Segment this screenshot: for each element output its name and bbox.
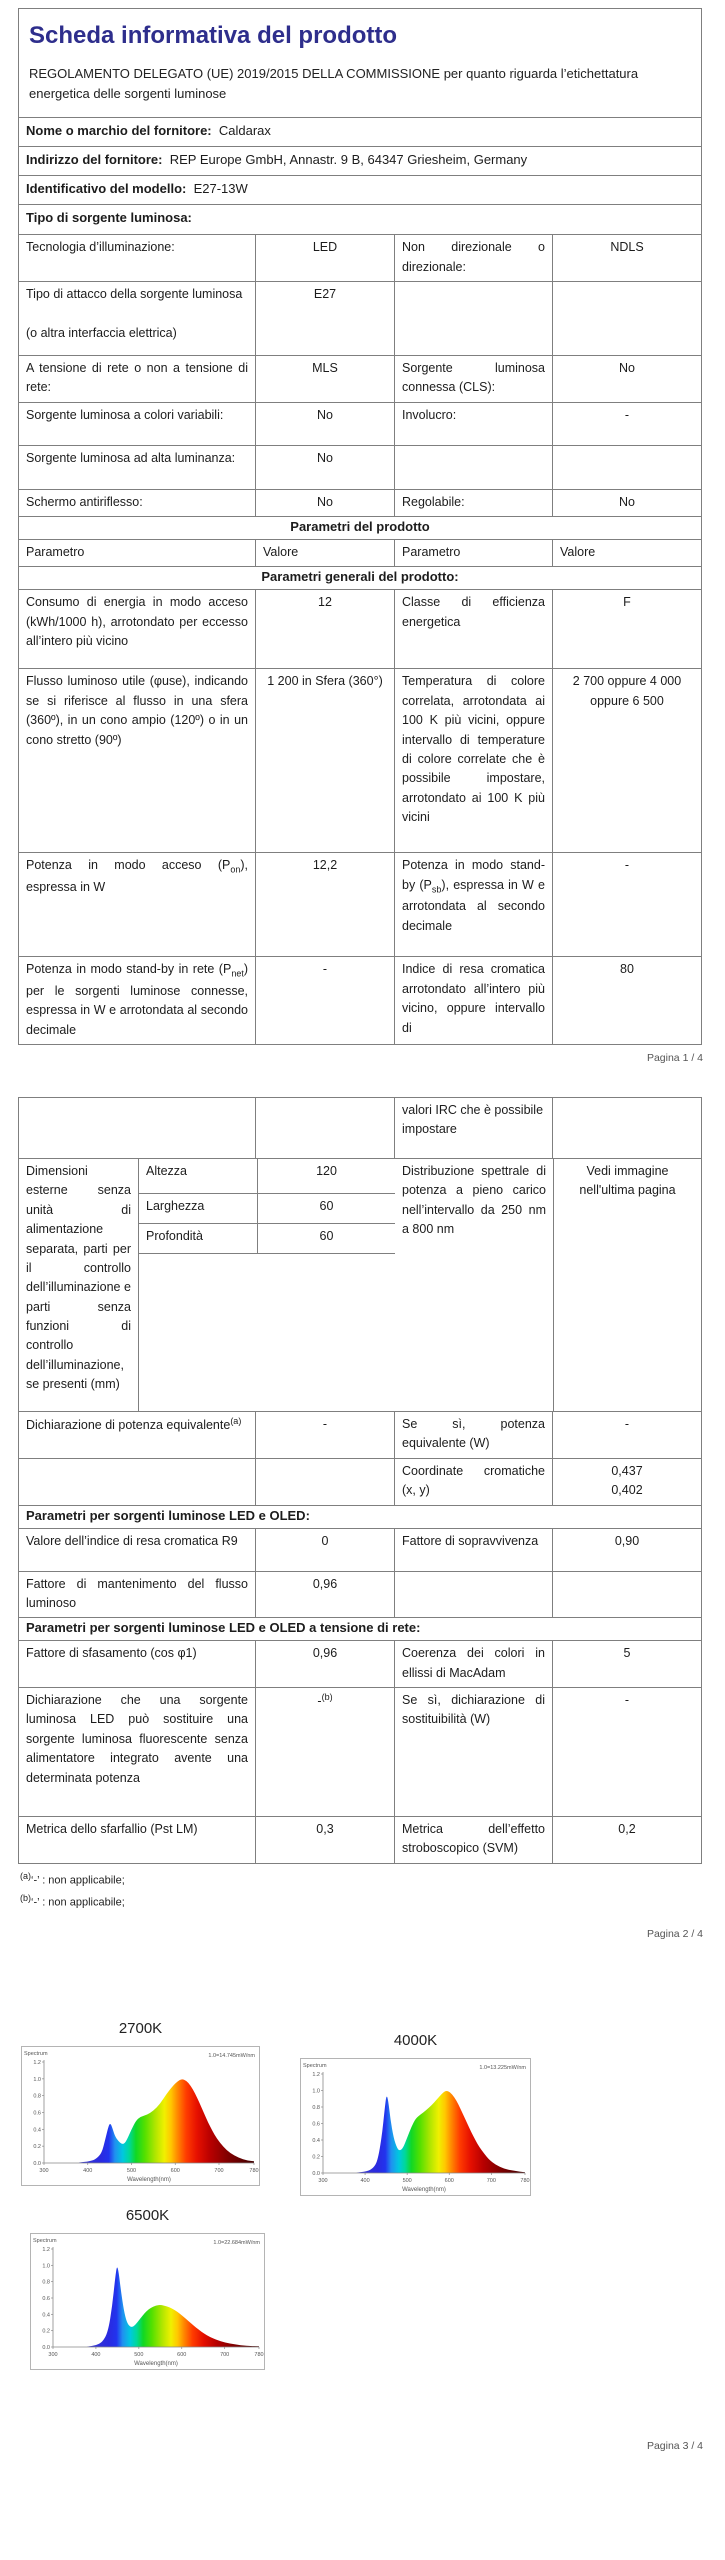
param-cell: Fattore di sfasamento (cos φ1) <box>26 1646 197 1661</box>
param-cell: Sorgente luminosa connessa (CLS): <box>394 356 552 402</box>
value-cell: No <box>255 446 394 489</box>
column-header: Valore <box>552 540 701 566</box>
page-2 <box>18 1097 702 1909</box>
value-cell: No <box>552 490 701 516</box>
svg-text:0.8: 0.8 <box>33 2093 41 2100</box>
param-cell: Fattore di sopravvivenza <box>394 1529 552 1571</box>
param-cell: Tecnologia d’illuminazione: <box>26 240 175 255</box>
svg-text:0.4: 0.4 <box>42 2312 50 2319</box>
param-cell: Schermo antiriflesso: <box>26 494 143 509</box>
empty-cell <box>394 446 552 489</box>
section-tipo-label: Tipo di sorgente luminosa: <box>26 210 192 226</box>
supplier-name-value: Caldarax <box>218 123 271 139</box>
empty-cell <box>19 1098 255 1158</box>
param-cell: Involucro: <box>394 403 552 445</box>
param-cell: Sorgente luminosa a colori variabili: <box>26 407 224 422</box>
dimension-value: 60 <box>257 1194 395 1223</box>
spd-chart-2700k <box>21 2020 260 2186</box>
section-led-oled: Parametri per sorgenti luminose LED e OLED: <box>26 1507 310 1523</box>
param-cell: Valore dell’indice di resa cromatica R9 <box>26 1533 238 1548</box>
param-cell: Non direzionale o direzionale: <box>394 235 552 281</box>
svg-text:Wavelength(nm): Wavelength(nm) <box>402 2187 446 2193</box>
svg-text:0.0: 0.0 <box>42 2345 50 2351</box>
table-row <box>19 516 701 539</box>
page-footer-2: Pagina 2 / 4 <box>646 1928 703 1940</box>
svg-text:1.0: 1.0 <box>312 2088 320 2095</box>
table-row <box>19 1505 701 1528</box>
svg-text:500: 500 <box>134 2352 144 2358</box>
svg-text:0.8: 0.8 <box>312 2105 320 2111</box>
svg-text:300: 300 <box>318 2178 328 2184</box>
table-row <box>19 1528 701 1571</box>
svg-text:Spectrum: Spectrum <box>24 2051 48 2057</box>
page-subtitle: REGOLAMENTO DELEGATO (UE) 2019/2015 DELLA COMMISSIONE per quanto riguarda l’etichettatura energetica delle sorgenti luminose <box>29 66 639 101</box>
spd-plot-4000k <box>300 2058 531 2196</box>
param-cell: Temperatura di colore correlata, arrotondata ai 100 K più vicini, oppure intervallo di temperature di colore correlate che è possibile impostare, arrotondato ai 100 K più vicini <box>394 669 552 852</box>
param-cell: Potenza in modo acceso $(P_{on})$, espressa in W <box>26 858 248 894</box>
value-cell: MLS <box>255 356 394 402</box>
svg-text:0.2: 0.2 <box>42 2328 50 2335</box>
svg-text:0.4: 0.4 <box>33 2127 41 2134</box>
footnote-a: $^{(a)}$‘-’ : non applicabile; <box>20 1870 125 1887</box>
svg-text:780: 780 <box>520 2178 530 2184</box>
value-cell: -$^{(b)}$ <box>255 1688 394 1816</box>
table-row <box>19 175 701 204</box>
value-cell: - <box>552 853 701 956</box>
table-row <box>19 539 701 566</box>
param-cell: Coerenza dei colori in ellissi di MacAdam <box>394 1641 552 1687</box>
svg-text:0.4: 0.4 <box>312 2138 320 2144</box>
param-cell: valori IRC che è possibile impostare <box>394 1098 552 1158</box>
value-cell: 0 <box>255 1529 394 1571</box>
svg-text:500: 500 <box>402 2178 412 2184</box>
param-cell: Classe di efficienza energetica <box>394 590 552 668</box>
column-header: Parametro <box>26 545 85 560</box>
svg-text:1.0=13.225mW/nm: 1.0=13.225mW/nm <box>479 2065 526 2071</box>
empty-cell <box>255 1459 394 1505</box>
supplier-address-row <box>19 147 701 175</box>
svg-text:Wavelength(nm): Wavelength(nm) <box>127 2177 171 2183</box>
value-cell: Vedi immagine nell'ultima pagina <box>553 1159 701 1411</box>
table-row-dimensions <box>19 1158 701 1411</box>
svg-text:600: 600 <box>170 2168 180 2174</box>
page2-table <box>18 1097 702 1864</box>
value-cell: 0,3 <box>255 1817 394 1863</box>
empty-cell <box>255 1098 394 1158</box>
svg-text:700: 700 <box>214 2168 224 2174</box>
value-cell: 2 700 oppure 4 000 oppure 6 500 <box>552 669 701 852</box>
param-cell: Indice di resa cromatica arrotondato all’intero più vicino, oppure intervallo di <box>394 957 552 1044</box>
dimensions-subtable <box>138 1159 395 1411</box>
table-row <box>19 204 701 234</box>
column-header: Valore <box>255 540 394 566</box>
table-row <box>19 668 701 852</box>
empty-cell <box>19 1459 255 1505</box>
value-cell: E27 <box>255 282 394 355</box>
svg-text:0.0: 0.0 <box>312 2171 320 2177</box>
empty-cell <box>552 446 701 489</box>
table-row <box>19 146 701 175</box>
param-cell: Coordinate cromatiche (x, y) <box>394 1459 552 1505</box>
chart-title-2700k: 2700K <box>118 2020 163 2037</box>
svg-text:600: 600 <box>444 2178 454 2184</box>
value-cell: - <box>552 1688 701 1816</box>
svg-text:400: 400 <box>83 2168 93 2174</box>
param-cell: Dichiarazione che una sorgente luminosa LED può sostituire una sorgente luminosa fluorescente senza alimentatore integrato avente una determinata potenza <box>26 1693 248 1785</box>
param-cell: Dichiarazione di potenza equivalente$^{(a)}$ <box>26 1416 242 1433</box>
dimension-label: Larghezza <box>146 1199 205 1213</box>
value-cell: - <box>255 1412 394 1458</box>
svg-text:1.2: 1.2 <box>312 2072 320 2078</box>
svg-text:300: 300 <box>48 2352 58 2358</box>
svg-text:0.8: 0.8 <box>42 2279 50 2286</box>
param-cell: Potenza in modo stand-by in rete $(P_{net})$ per le sorgenti luminose connesse, espressa in W e arrotondata al secondo decimale <box>26 962 248 1037</box>
chart-title-6500k: 6500K <box>125 2207 170 2224</box>
svg-text:400: 400 <box>360 2178 370 2184</box>
svg-text:300: 300 <box>39 2168 49 2174</box>
page-footer-3: Pagina 3 / 4 <box>646 2440 703 2452</box>
param-cell: Regolabile: <box>394 490 552 516</box>
document-header <box>19 9 701 117</box>
value-cell: - <box>255 957 394 1044</box>
svg-text:600: 600 <box>177 2352 187 2358</box>
model-id-label: Identificativo del modello: <box>26 181 187 197</box>
value-cell: No <box>255 403 394 445</box>
spd-plot-6500k <box>30 2233 265 2370</box>
svg-text:780: 780 <box>249 2168 259 2174</box>
footnote-b: $^{(b)}$‘-’ : non applicabile; <box>20 1893 125 1910</box>
table-row <box>19 1617 701 1640</box>
empty-cell <box>394 282 552 355</box>
subtable-row <box>139 1194 395 1224</box>
svg-text:0.6: 0.6 <box>33 2110 41 2117</box>
svg-text:500: 500 <box>126 2168 137 2174</box>
supplier-address-label: Indirizzo del fornitore: <box>26 152 163 168</box>
svg-text:700: 700 <box>220 2352 230 2358</box>
param-cell: Dimensioni esterne senza unità di alimentazione separata, parti per il controllo dell’illuminazione e parti senza funzioni di controllo dell’illuminazione, se presenti (mm) <box>26 1164 131 1392</box>
value-cell: 0,96 <box>255 1572 394 1618</box>
svg-text:0.2: 0.2 <box>33 2144 41 2151</box>
svg-text:780: 780 <box>254 2352 264 2358</box>
svg-text:400: 400 <box>91 2352 101 2358</box>
table-row <box>19 852 701 956</box>
supplier-name-row <box>19 118 701 146</box>
dimension-value: 60 <box>257 1224 395 1253</box>
value-cell: 12,2 <box>255 853 394 956</box>
spd-plot-2700k <box>21 2046 260 2186</box>
svg-text:1.2: 1.2 <box>33 2060 41 2066</box>
param-cell: Consumo di energia in modo acceso (kWh/1000 h), arrotondato per eccesso all’intero più vicino <box>26 595 248 649</box>
empty-cell <box>552 1098 701 1158</box>
param-cell: Se sì, potenza equivalente (W) <box>394 1412 552 1458</box>
empty-cell <box>552 1572 701 1618</box>
value-cell: - <box>552 403 701 445</box>
value-cell: LED <box>255 235 394 281</box>
param-cell: Se sì, dichiarazione di sostituibilità (W) <box>394 1688 552 1816</box>
value-cell: 0,96 <box>255 1641 394 1687</box>
table-row <box>19 281 701 355</box>
value-cell: No <box>552 356 701 402</box>
table-row <box>19 956 701 1044</box>
spd-chart-4000k <box>300 2032 531 2196</box>
value-cell: 0,2 <box>552 1817 701 1863</box>
model-id-row <box>19 176 701 204</box>
table-row <box>19 1687 701 1816</box>
param-cell: Metrica dello sfarfallio (Pst LM) <box>26 1822 198 1836</box>
table-row <box>19 1640 701 1687</box>
value-cell: 0,90 <box>552 1529 701 1571</box>
param-cell: Fattore di mantenimento del flusso luminoso <box>26 1576 248 1610</box>
svg-text:Wavelength(nm): Wavelength(nm) <box>134 2361 178 2367</box>
table-row <box>19 117 701 146</box>
svg-text:0.0: 0.0 <box>33 2161 41 2167</box>
svg-text:1.0: 1.0 <box>33 2076 41 2083</box>
svg-text:1.0=22.684mW/nm: 1.0=22.684mW/nm <box>213 2240 260 2246</box>
param-cell: Tipo di attacco della sorgente luminosa (o altra interfaccia elettrica) <box>26 286 243 340</box>
param-cell: Sorgente luminosa ad alta luminanza: <box>26 450 236 465</box>
page-footer-1: Pagina 1 / 4 <box>646 1052 703 1064</box>
section-tipo-sorgente <box>19 205 701 234</box>
param-cell: A tensione di rete o non a tensione di rete: <box>26 360 248 395</box>
table-row <box>19 566 701 589</box>
supplier-address-value: REP Europe GmbH, Annastr. 9 B, 64347 Griesheim, Germany <box>169 152 528 168</box>
svg-text:0.6: 0.6 <box>42 2296 50 2302</box>
section-led-oled-rete: Parametri per sorgenti luminose LED e OLED a tensione di rete: <box>26 1620 421 1636</box>
subtable-row <box>139 1224 395 1254</box>
value-cell: No <box>255 490 394 516</box>
table-row <box>19 355 701 402</box>
param-cell: Metrica dell’effetto stroboscopico (SVM) <box>394 1817 552 1863</box>
table-row <box>19 1458 701 1505</box>
svg-text:0.6: 0.6 <box>312 2121 320 2128</box>
value-cell: 12 <box>255 590 394 668</box>
svg-text:1.0: 1.0 <box>42 2263 50 2270</box>
table-row <box>19 1571 701 1618</box>
supplier-name-label: Nome o marchio del fornitore: <box>26 123 212 139</box>
table-row <box>19 489 701 516</box>
value-cell: F <box>552 590 701 668</box>
value-cell: - <box>552 1412 701 1458</box>
table-row <box>19 445 701 489</box>
value-cell: NDLS <box>552 235 701 281</box>
table-row <box>19 1411 701 1458</box>
dimension-label: Profondità <box>146 1229 203 1243</box>
page1-table <box>18 8 702 1045</box>
table-row <box>19 1816 701 1863</box>
section-parametri-prodotto: Parametri del prodotto <box>290 519 430 535</box>
svg-text:Spectrum: Spectrum <box>303 2063 327 2069</box>
table-row <box>19 1098 701 1158</box>
empty-cell <box>552 282 701 355</box>
spd-chart-6500k <box>30 2207 265 2370</box>
column-header: Parametro <box>394 540 552 566</box>
empty-cell <box>394 1572 552 1618</box>
value-cell: 5 <box>552 1641 701 1687</box>
table-row <box>19 9 701 117</box>
table-row <box>19 589 701 668</box>
value-cell: 0,437 0,402 <box>552 1459 701 1505</box>
section-parametri-generali: Parametri generali del prodotto: <box>261 569 459 585</box>
dimension-label: Altezza <box>146 1164 187 1178</box>
svg-text:Spectrum: Spectrum <box>33 2238 57 2244</box>
param-cell: Flusso luminoso utile (φuse), indicando se si riferisce al flusso in una sfera (360º), in un cono ampio (120º) o in un cono stretto (90º) <box>26 674 248 747</box>
value-cell: 1 200 in Sfera (360°) <box>255 669 394 852</box>
model-id-value: E27-13W <box>193 181 248 197</box>
table-row <box>19 402 701 445</box>
svg-text:700: 700 <box>486 2178 496 2184</box>
table-row <box>19 234 701 281</box>
page-title: Scheda informativa del prodotto <box>29 22 398 49</box>
param-cell: Distribuzione spettrale di potenza a pieno carico nell’intervallo da 250 nm a 800 nm <box>402 1164 546 1237</box>
svg-text:1.0=14.745mW/nm: 1.0=14.745mW/nm <box>208 2053 255 2059</box>
svg-text:1.2: 1.2 <box>42 2247 50 2253</box>
param-cell: Potenza in modo stand-by $(P_{sb})$, espressa in W e arrotondata al secondo decimale <box>394 853 552 956</box>
subtable-row <box>139 1159 395 1194</box>
value-cell: 80 <box>552 957 701 1044</box>
svg-text:0.2: 0.2 <box>312 2154 320 2161</box>
page-1 <box>18 8 702 1045</box>
chart-title-4000k: 4000K <box>393 2032 438 2049</box>
dimension-value: 120 <box>257 1159 395 1193</box>
